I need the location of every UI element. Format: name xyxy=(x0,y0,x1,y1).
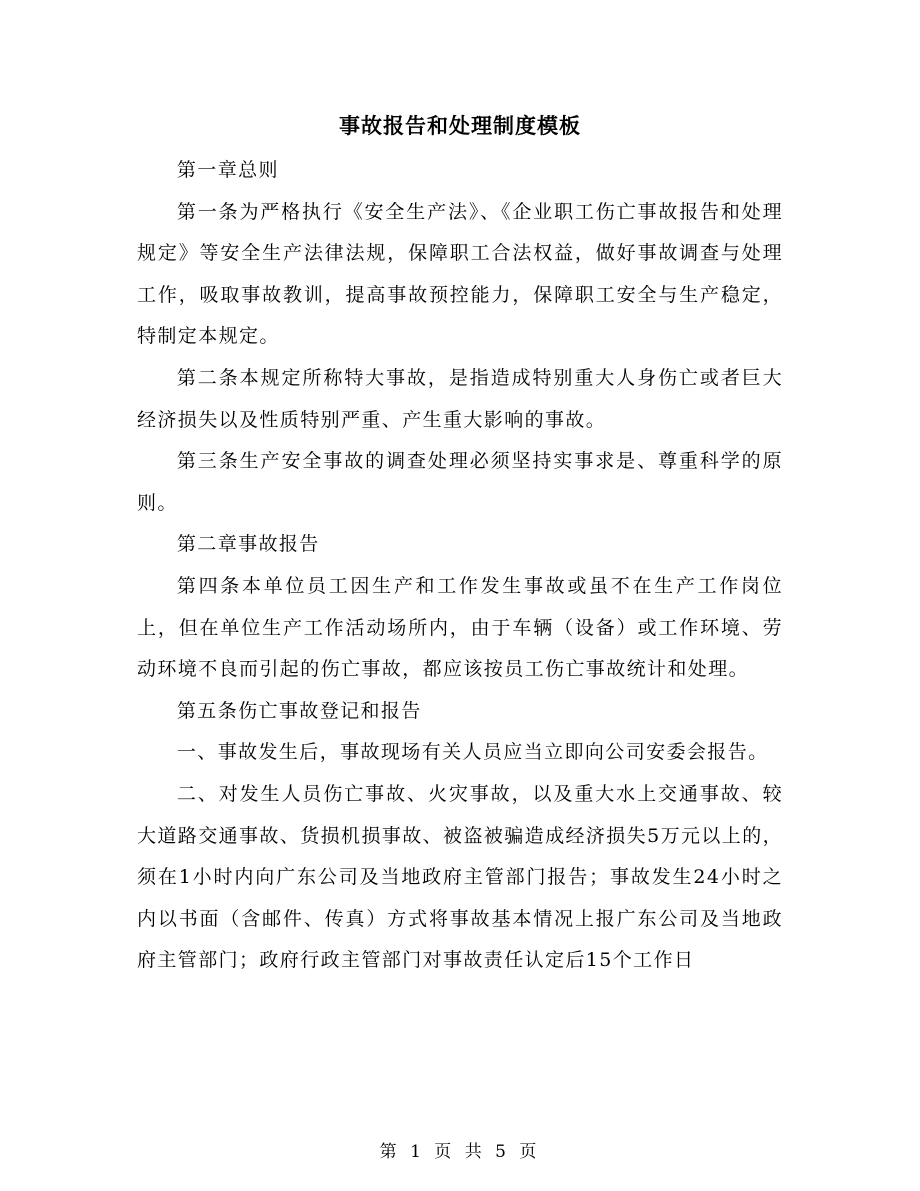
article-5-heading: 第五条伤亡事故登记和报告 xyxy=(176,699,422,722)
article-4: 第四条本单位员工因生产和工作发生事故或虽不在生产工作岗位上，但在单位生产工作活动场所内，由于车辆（设备）或工作环境、劳动环境不良而引起的伤亡事故，都应该按员工伤亡事故统计和处理。 xyxy=(137,574,783,681)
document-title: 事故报告和处理制度模板 xyxy=(339,113,581,138)
article-1: 第一条为严格执行《安全生产法》、《企业职工伤亡事故报告和处理规定》等安全生产法律法规，保障职工合法权益，做好事故调查与处理工作，吸取事故教训，提高事故预控能力，保障职工安全与生产稳定，特制定本规定。 xyxy=(137,200,783,348)
article-5-item-1: 一、事故发生后，事故现场有关人员应当立即向公司安委会报告。 xyxy=(176,741,769,764)
article-3: 第三条生产安全事故的调查处理必须坚持实事求是、尊重科学的原则。 xyxy=(137,450,783,514)
page-number: 第 1 页 共 5 页 xyxy=(379,1142,541,1162)
article-2: 第二条本规定所称特大事故，是指造成特别重大人身伤亡或者巨大经济损失以及性质特别严重、产生重大影响的事故。 xyxy=(137,366,783,431)
document-body xyxy=(137,150,783,982)
chapter-heading-2: 第二章事故报告 xyxy=(176,533,320,556)
chapter-heading-1: 第一章总则 xyxy=(176,159,279,181)
article-5-item-2: 二、对发生人员伤亡事故、火灾事故，以及重大水上交通事故、较大道路交通事故、货损机损事故、被盗被骗造成经济损失5万元以上的，须在1小时内向广东公司及当地政府主管部门报告；事故发生24小时之内以书面（含邮件、传真）方式将事故基本情况上报广东公司及当地政府主管部门；政府行政主管部门对事故责任认定后15个工作日 xyxy=(137,782,783,972)
